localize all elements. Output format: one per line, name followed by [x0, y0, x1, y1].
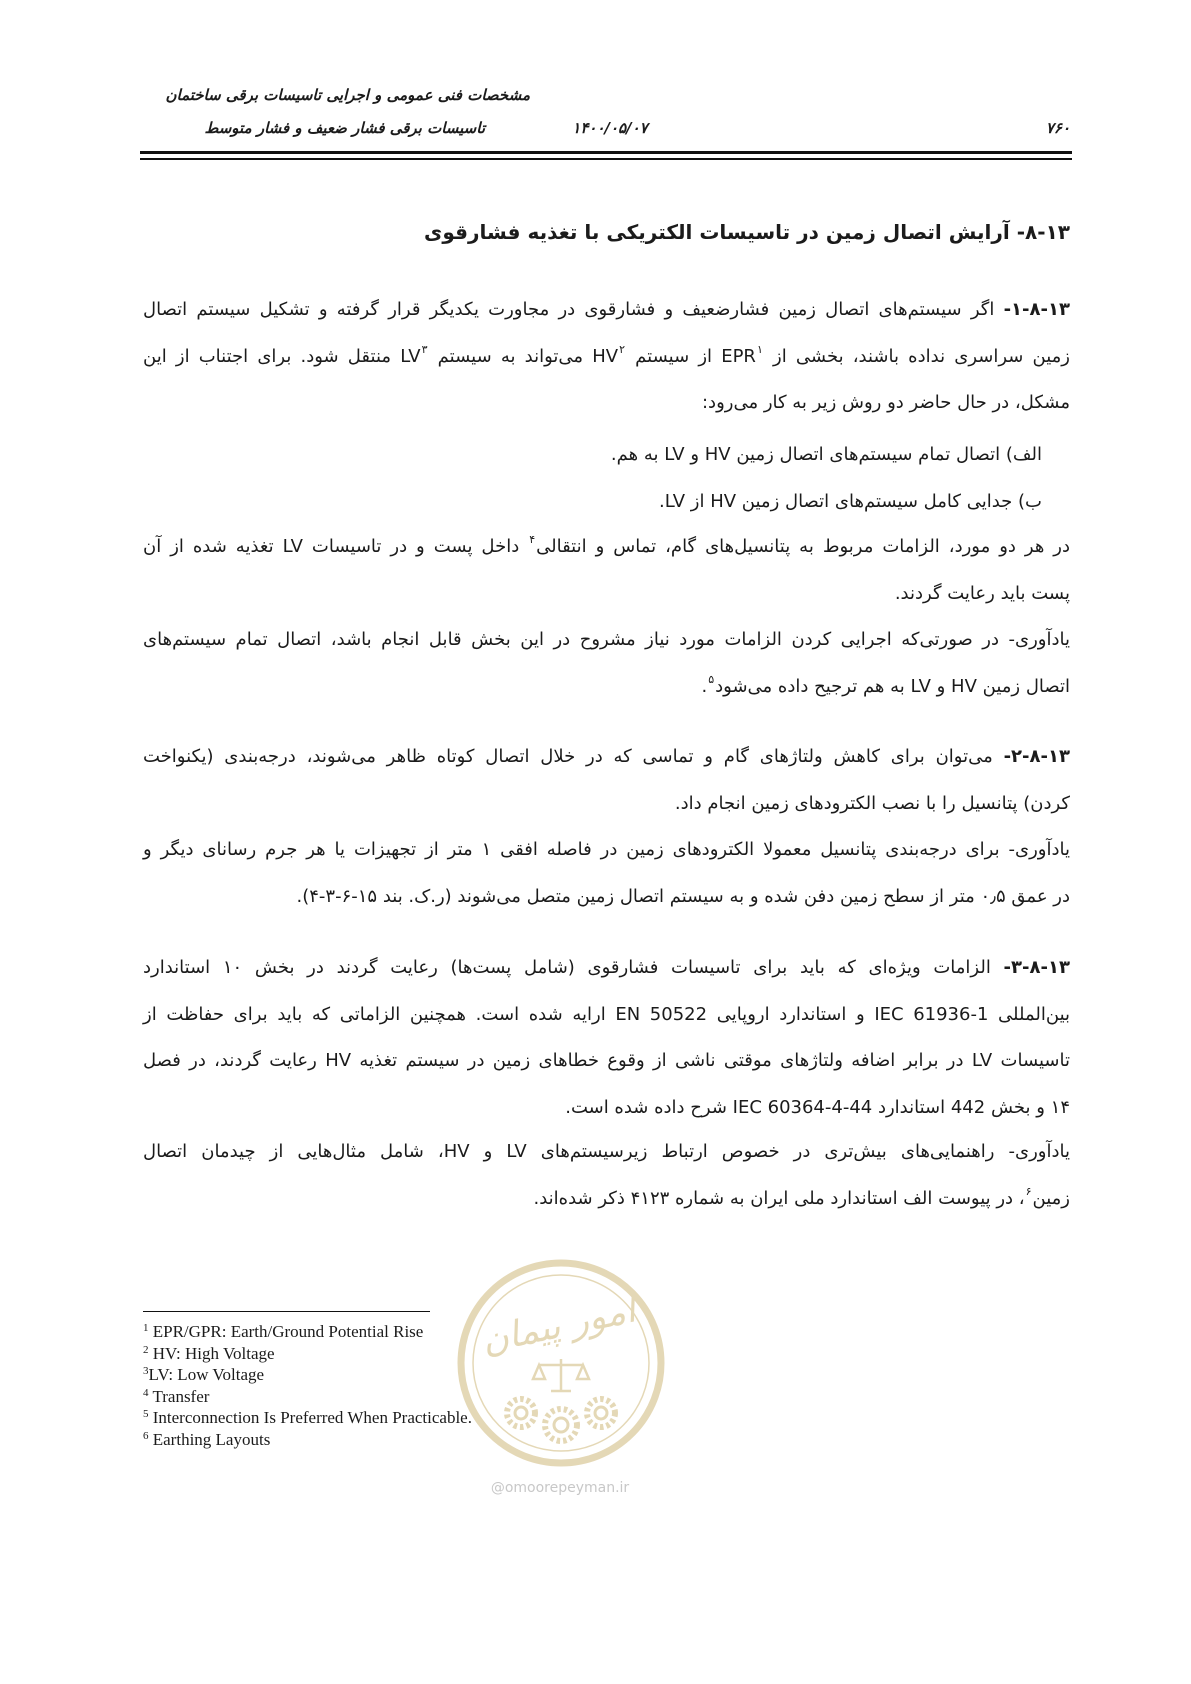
- footnote-mark: 6: [143, 1429, 149, 1442]
- page-number: ۷۶۰: [1045, 119, 1070, 137]
- note-line: [143, 1176, 1070, 1223]
- clause-13-8-1-paragraph: [143, 524, 1070, 617]
- section-heading: [143, 209, 1070, 255]
- clause-text: اگر سیستم‌های اتصال زمین فشارضعیف و فشارقوی در مجاورت یکدیگر قرار گرفته و تشکیل سیستم اتصال: [143, 299, 995, 320]
- note-text: در عمق ۰٫۵ متر از سطح زمین دفن شده و به سیستم اتصال زمین متصل می‌شوند (ر.ک. بند ۱۵-۶-۳-۴).: [296, 885, 1070, 907]
- footnote-mark: 5: [143, 1408, 149, 1420]
- footnote-ref: ۵: [708, 672, 715, 686]
- clause-text: می‌توان برای کاهش ولتاژهای گام و تماسی که در خلال اتصال کوتاه ظاهر می‌شوند، درجه‌بندی (یکنواخت: [143, 746, 993, 767]
- clause-text: ۱۴ و بخش 442 استاندارد IEC 60364-4-44 شرح داده شده است.: [565, 1096, 1070, 1118]
- list-item-a: [143, 432, 1070, 479]
- clause-line: [143, 781, 1070, 828]
- footnote-2: [143, 1343, 703, 1365]
- footnote-ref: ۳: [421, 342, 428, 356]
- logo-lettering: امور پیمان: [478, 1289, 640, 1363]
- clause-line: [143, 380, 1070, 427]
- paragraph-text: پست باید رعایت گردند.: [894, 582, 1070, 604]
- footnote-text: Transfer: [152, 1386, 210, 1406]
- clause-13-8-1: [143, 287, 1070, 427]
- list-item-b: [143, 479, 1070, 526]
- paragraph-text: داخل پست و در تاسیسات LV تغذیه شده از آن: [143, 536, 529, 557]
- note-text: اتصال زمین HV و LV به هم ترجیح داده می‌شود: [715, 675, 1070, 697]
- clause-line: [143, 1085, 1070, 1132]
- note-line: [143, 874, 1070, 921]
- clause-text: مشکل، در حال حاضر دو روش زیر به کار می‌رود:: [701, 392, 1070, 413]
- footnote-3: [143, 1364, 703, 1386]
- clause-text: منتقل شود. برای اجتناب از این: [143, 345, 401, 367]
- clause-13-8-1-note: [143, 617, 1070, 710]
- clause-line: [143, 334, 1070, 381]
- revision-date: ۱۴۰۰/۰۵/۰۷: [572, 119, 648, 137]
- clause-line: [143, 734, 1070, 781]
- clause-text: می‌تواند به سیستم LV: [400, 345, 593, 367]
- document-title: مشخصات فنی عمومی و اجرایی تاسیسات برقی ساختمان: [165, 86, 530, 104]
- paragraph-line: [143, 571, 1070, 618]
- clause-text: زمین سراسری نداده باشند، بخشی از EPR: [721, 345, 1070, 367]
- clause-13-8-2: [143, 734, 1070, 827]
- clause-text: تاسیسات LV در برابر اضافه ولتاژهای موقتی ناشی از وقوع خطاهای زمین در سیستم تغذیه HV رعایت گردند، در فصل: [143, 1050, 1071, 1071]
- clause-line: [143, 287, 1070, 334]
- header-rule-thick: [140, 151, 1072, 154]
- clause-number: ۱۳-۸-۲-: [1003, 746, 1070, 767]
- clause-line: [143, 992, 1070, 1039]
- note-text: زمین: [1032, 1187, 1070, 1209]
- footnote-text: Earthing Layouts: [152, 1429, 271, 1449]
- section-title: آرایش اتصال زمین در تاسیسات الکتریکی با تغذیه فشارقوی: [424, 220, 1010, 244]
- footnote-text: LV: Low Voltage: [148, 1365, 265, 1384]
- clause-text: کردن) پتانسیل را با نصب الکترودهای زمین انجام داد.: [674, 792, 1070, 814]
- footnote-ref: ۱: [756, 342, 763, 356]
- clause-text: از سیستم HV: [592, 345, 722, 367]
- part-title: تاسیسات برقی فشار ضعیف و فشار متوسط: [204, 119, 485, 137]
- note-text: یادآوری- برای درجه‌بندی پتانسیل معمولا الکترودهای زمین در فاصله افقی ۱ متر از تجهیزات یا هر جرم رسانای دیگر و: [143, 839, 1070, 860]
- clause-13-8-3-note: [143, 1129, 1070, 1222]
- note-text: ، در پیوست الف استاندارد ملی ایران به شماره ۴۱۲۳ ذکر شده‌اند.: [533, 1187, 1025, 1209]
- clause-number: ۱۳-۸-۱-: [1003, 299, 1070, 320]
- footnote-mark: 3: [143, 1365, 149, 1377]
- clause-13-8-2-note: [143, 827, 1070, 920]
- note-line: [143, 827, 1070, 874]
- footnote-text: HV: High Voltage: [152, 1343, 275, 1363]
- footnote-5: [143, 1407, 703, 1429]
- list-item-text: ب) جدایی کامل سیستم‌های اتصال زمین HV از LV.: [658, 490, 1042, 512]
- footnote-text: Interconnection Is Preferred When Practicable.: [152, 1408, 472, 1427]
- footnote-1: [143, 1321, 703, 1343]
- method-list: [143, 432, 1070, 525]
- footnote-ref: ۴: [529, 533, 536, 546]
- note-text: یادآوری- راهنمایی‌های بیش‌تری در خصوص ارتباط زیرسیستم‌های LV و HV، شامل مثال‌هایی از چیدمان اتصال: [143, 1141, 1070, 1162]
- footnote-ref: ۲: [619, 342, 626, 356]
- footnotes: [143, 1321, 703, 1450]
- header-rule-thin: [140, 158, 1072, 160]
- footnote-6: [143, 1429, 703, 1451]
- clause-number: ۱۳-۸-۳-: [1003, 957, 1070, 978]
- footnote-ref: ۶: [1025, 1184, 1032, 1198]
- note-text: یادآوری- در صورتی‌که اجرایی کردن الزامات مورد نیاز مشروح در این بخش قابل انجام باشد، اتصال تمام سیستم‌های: [143, 629, 1070, 650]
- paragraph-text: در هر دو مورد، الزامات مربوط به پتانسیل‌های گام، تماس و انتقالی: [536, 536, 1070, 557]
- list-item-text: الف) اتصال تمام سیستم‌های اتصال زمین HV و LV به هم.: [610, 444, 1042, 465]
- note-line: [143, 1129, 1070, 1176]
- footnote-4: [143, 1386, 703, 1408]
- footnote-mark: 2: [143, 1343, 149, 1356]
- note-text: .: [701, 675, 708, 697]
- clause-line: [143, 1038, 1070, 1085]
- clause-text: الزامات ویژه‌ای که باید برای تاسیسات فشارقوی (شامل پست‌ها) رعایت گردند در بخش ۱۰ استاندارد: [143, 957, 991, 978]
- clause-13-8-3: [143, 945, 1070, 1131]
- watermark-url: @omoorepeyman.ir: [490, 1480, 630, 1496]
- note-line: [143, 664, 1070, 711]
- footnote-mark: 4: [143, 1386, 149, 1399]
- footnote-separator: [143, 1311, 430, 1312]
- footnote-text: EPR/GPR: Earth/Ground Potential Rise: [152, 1322, 424, 1341]
- paragraph-line: [143, 524, 1070, 571]
- footnote-mark: 1: [143, 1322, 149, 1334]
- clause-line: [143, 945, 1070, 992]
- note-line: [143, 617, 1070, 664]
- clause-text: بین‌المللی IEC 61936-1 و استاندارد اروپایی EN 50522 ارایه شده است. همچنین الزاماتی که باید برای حفاظت از: [143, 1003, 1071, 1025]
- section-number: ۱۳-۸-: [1016, 220, 1070, 244]
